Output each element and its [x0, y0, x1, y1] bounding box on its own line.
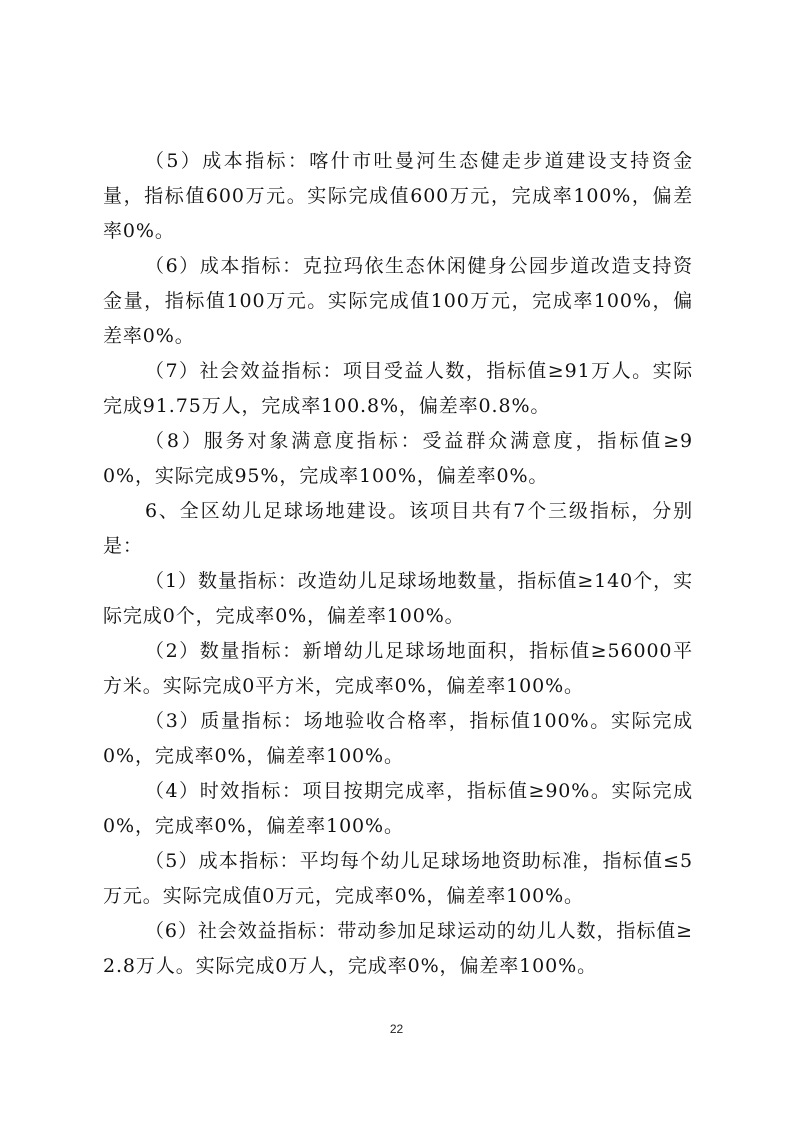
paragraph-quality-indicator: （3）质量指标：场地验收合格率，指标值100%。实际完成0%，完成率0%，偏差率100%。 [103, 710, 693, 767]
paragraph-social-benefit-indicator: （7）社会效益指标：项目受益人数，指标值≥91万人。实际完成91.75万人，完成率100.8%，偏差率0.8%。 [103, 360, 693, 417]
paragraph-quantity-indicator-fields: （1）数量指标：改造幼儿足球场地数量，指标值≥140个，实际完成0个，完成率0%，偏差率100%。 [103, 570, 693, 627]
body-text [103, 144, 693, 984]
paragraph-cost-indicator-kashgar: （5）成本指标：喀什市吐曼河生态健走步道建设支持资金量，指标值600万元。实际完成值600万元，完成率100%，偏差率0%。 [103, 150, 693, 242]
paragraph-timeliness-indicator: （4）时效指标：项目按期完成率，指标值≥90%。实际完成0%，完成率0%，偏差率100%。 [103, 780, 693, 837]
paragraph-section-6-heading: 6、全区幼儿足球场地建设。该项目共有7个三级指标，分别是： [103, 500, 693, 557]
paragraph-social-benefit-children: （6）社会效益指标：带动参加足球运动的幼儿人数，指标值≥2.8万人。实际完成0万人，完成率0%，偏差率100%。 [103, 920, 693, 977]
paragraph-cost-indicator-karamay: （6）成本指标：克拉玛依生态休闲健身公园步道改造支持资金量，指标值100万元。实际完成值100万元，完成率100%，偏差率0%。 [103, 255, 693, 347]
paragraph-quantity-indicator-area: （2）数量指标：新增幼儿足球场地面积，指标值≥56000平方米。实际完成0平方米，完成率0%，偏差率100%。 [103, 640, 693, 697]
paragraph-cost-indicator-subsidy: （5）成本指标：平均每个幼儿足球场地资助标准，指标值≤5万元。实际完成值0万元，完成率0%，偏差率100%。 [103, 850, 693, 907]
paragraph-satisfaction-indicator: （8）服务对象满意度指标：受益群众满意度，指标值≥90%，实际完成95%，完成率100%，偏差率0%。 [103, 430, 693, 487]
page-number: 22 [389, 1022, 404, 1036]
